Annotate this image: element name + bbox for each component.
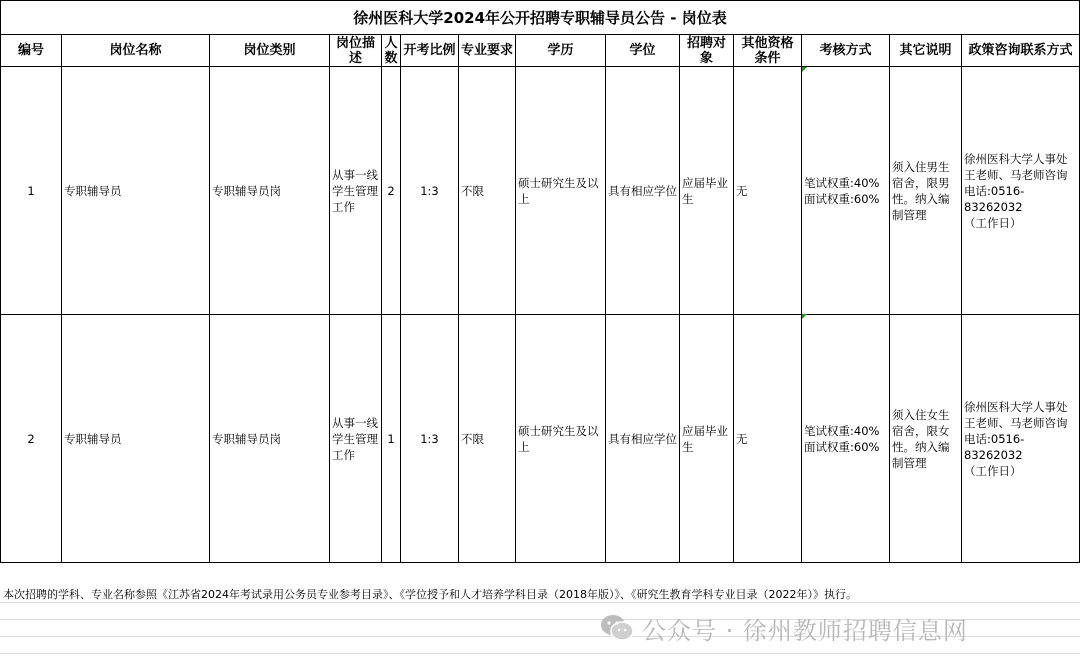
wechat-icon [600,613,634,643]
cell-target: 应届毕业生 [680,315,734,563]
header-major: 专业要求 [459,35,516,67]
cell-major: 不限 [459,315,516,563]
header-post-desc: 岗位描述 [330,35,382,67]
header-row [1,35,1080,67]
header-contact: 政策咨询联系方式 [962,35,1080,67]
cell-other-req: 无 [734,315,802,563]
cell-degree: 具有相应学位 [606,315,680,563]
page-title: 徐州医科大学2024年公开招聘专职辅导员公告 - 岗位表 [1,1,1080,35]
cell-comment-marker [802,314,807,319]
cell-contact [962,67,1080,315]
contact-hours: （工作日） [964,463,1022,478]
cell-degree: 具有相应学位 [606,67,680,315]
header-exam: 考核方式 [802,35,890,67]
cell-post-name: 专职辅导员 [62,315,210,563]
header-education: 学历 [516,35,606,67]
exam-written: 笔试权重:40% [804,423,880,438]
header-post-type: 岗位类别 [210,35,330,67]
sheet-gridline [0,653,1080,654]
exam-interview: 面试权重:60% [804,191,880,206]
cell-ratio: 1:3 [401,315,459,563]
cell-target: 应届毕业生 [680,67,734,315]
cell-post-type: 专职辅导员岗 [210,315,330,563]
cell-count: 1 [382,315,401,563]
contact-line: 徐州医科大学人事处 [964,151,1068,166]
watermark [600,610,968,646]
table-row [1,67,1080,315]
contact-hours: （工作日） [964,215,1022,230]
cell-major: 不限 [459,67,516,315]
cell-exam [802,67,890,315]
cell-post-name: 专职辅导员 [62,67,210,315]
cell-other-req: 无 [734,67,802,315]
header-degree: 学位 [606,35,680,67]
footnote: 本次招聘的学科、专业名称参照《江苏省2024年考试录用公务员专业参考目录》、《学位授予和人才培养学科目录（2018年版）》、《研究生教育学科专业目录（2022年）》执行。 [3,588,857,601]
contact-line: 王老师、马老师咨询 [964,167,1068,182]
cell-education: 硕士研究生及以上 [516,67,606,315]
contact-phone: 电话:0516-83262032 [964,431,1025,462]
exam-interview: 面试权重:60% [804,439,880,454]
header-ratio: 开考比例 [401,35,459,67]
cell-ratio: 1:3 [401,67,459,315]
table-row [1,315,1080,563]
cell-remarks: 须入住男生宿舍，限男性。纳入编制管理 [890,67,962,315]
header-count: 人数 [382,35,401,67]
cell-contact [962,315,1080,563]
cell-exam [802,315,890,563]
watermark-text: 公众号 · 徐州教师招聘信息网 [642,616,968,645]
header-other-req: 其他资格条件 [734,35,802,67]
header-post-name: 岗位名称 [62,35,210,67]
cell-comment-marker [802,67,807,72]
cell-education: 硕士研究生及以上 [516,315,606,563]
cell-no: 1 [1,67,62,315]
cell-post-desc: 从事一线学生管理工作 [330,67,382,315]
contact-line: 王老师、马老师咨询 [964,415,1068,430]
exam-written: 笔试权重:40% [804,175,880,190]
sheet-gridline [0,602,1080,603]
cell-no: 2 [1,315,62,563]
contact-phone: 电话:0516-83262032 [964,183,1025,214]
header-no: 编号 [1,35,62,67]
header-target: 招聘对象 [680,35,734,67]
cell-remarks: 须入住女生宿舍，限女性。纳入编制管理 [890,315,962,563]
cell-post-type: 专职辅导员岗 [210,67,330,315]
cell-count: 2 [382,67,401,315]
contact-line: 徐州医科大学人事处 [964,399,1068,414]
cell-post-desc: 从事一线学生管理工作 [330,315,382,563]
header-remarks: 其它说明 [890,35,962,67]
